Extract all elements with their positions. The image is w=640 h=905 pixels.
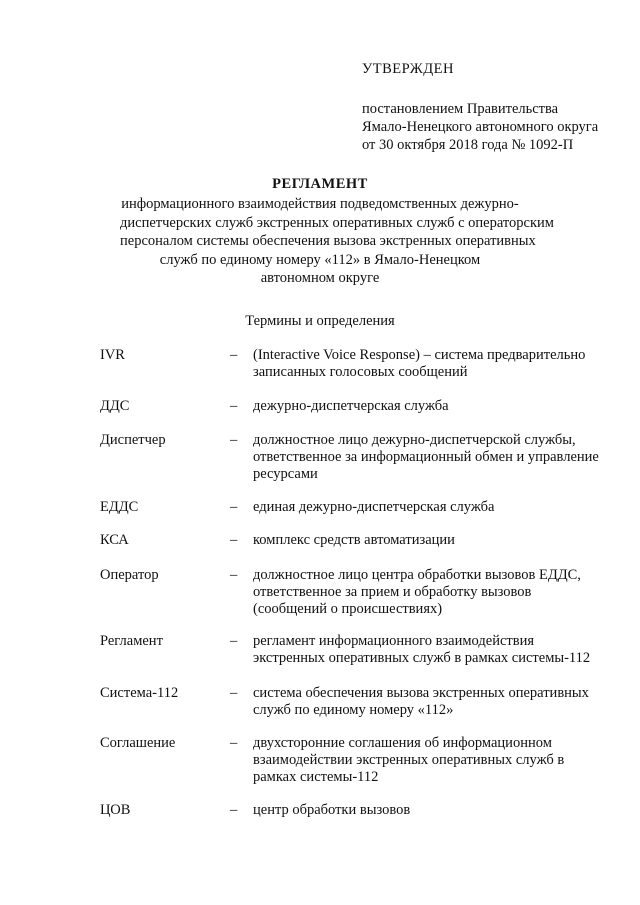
- term-name: Соглашение: [100, 735, 176, 751]
- definition-line: рамках системы-112: [253, 769, 379, 785]
- definition-line: экстренных оперативных служб в рамках системы-112: [253, 650, 591, 666]
- definition-line: записанных голосовых сообщений: [253, 364, 468, 380]
- term-name: КСА: [100, 532, 129, 548]
- definition-line: ответственное за прием и обработку вызовов: [253, 584, 532, 600]
- definition-line: единая дежурно-диспетчерская служба: [253, 499, 495, 515]
- definition-line: взаимодействии экстренных оперативных служб в: [253, 752, 565, 768]
- term-definition: [253, 398, 613, 415]
- term-name: Система-112: [100, 685, 179, 701]
- term-definition: [253, 633, 613, 667]
- definition-line: служб по единому номеру «112»: [253, 702, 454, 718]
- approval-line: постановлением Правительства: [362, 101, 559, 117]
- term-definition: [253, 532, 613, 549]
- term-definition: [253, 685, 613, 719]
- term-definition: [253, 432, 613, 483]
- subtitle-line: служб по единому номеру «112» в Ямало-Ненецком: [159, 251, 481, 268]
- approval-line: Ямало-Ненецкого автономного округа: [362, 119, 599, 135]
- definition-line: регламент информационного взаимодействия: [253, 633, 535, 649]
- term-dash: –: [230, 347, 238, 363]
- term-name: ЦОВ: [100, 802, 131, 818]
- term-dash: –: [230, 633, 238, 649]
- definition-line: ресурсами: [253, 466, 318, 482]
- definition-line: ответственное за информационный обмен и управление: [253, 449, 599, 465]
- term-name: Регламент: [100, 633, 163, 649]
- definition-line: (сообщений о происшествиях): [253, 601, 443, 617]
- definition-line: дежурно-диспетчерская служба: [253, 398, 449, 414]
- term-dash: –: [230, 735, 238, 751]
- subtitle-line: информационного взаимодействия подведомственных дежурно-: [121, 196, 519, 212]
- definition-line: двухсторонние соглашения об информационном: [253, 735, 552, 751]
- term-definition: [253, 802, 613, 819]
- term-dash: –: [230, 567, 238, 583]
- term-dash: –: [230, 398, 238, 414]
- term-definition: [253, 499, 613, 516]
- approval-line: от 30 октября 2018 года № 1092-П: [362, 137, 574, 153]
- definition-line: должностное лицо дежурно-диспетчерской службы,: [253, 432, 576, 448]
- document-title: РЕГЛАМЕНТ: [272, 176, 368, 192]
- subtitle-line: диспетчерских служб экстренных оперативных служб с операторским: [120, 214, 554, 231]
- term-name: ДДС: [100, 398, 130, 414]
- term-definition: [253, 567, 613, 618]
- term-name: ЕДДС: [100, 499, 139, 515]
- term-dash: –: [230, 802, 238, 818]
- term-dash: –: [230, 685, 238, 701]
- approval-title: УТВЕРЖДЕН: [362, 61, 454, 77]
- term-definition: [253, 735, 613, 786]
- term-name: Оператор: [100, 567, 159, 583]
- term-dash: –: [230, 499, 238, 515]
- definition-line: центр обработки вызовов: [253, 802, 411, 818]
- section-heading: Термины и определения: [245, 313, 395, 329]
- definition-line: (Interactive Voice Response) – система предварительно: [253, 347, 586, 363]
- term-dash: –: [230, 532, 238, 548]
- term-name: Диспетчер: [100, 432, 166, 448]
- term-dash: –: [230, 432, 238, 448]
- subtitle-line: персоналом системы обеспечения вызова экстренных оперативных: [120, 233, 536, 249]
- term-name: IVR: [100, 347, 125, 363]
- term-definition: [253, 347, 613, 381]
- definition-line: комплекс средств автоматизации: [253, 532, 455, 548]
- definition-line: система обеспечения вызова экстренных оперативных: [253, 685, 589, 701]
- subtitle-line: автономном округе: [260, 270, 380, 286]
- definition-line: должностное лицо центра обработки вызовов ЕДДС,: [253, 567, 581, 583]
